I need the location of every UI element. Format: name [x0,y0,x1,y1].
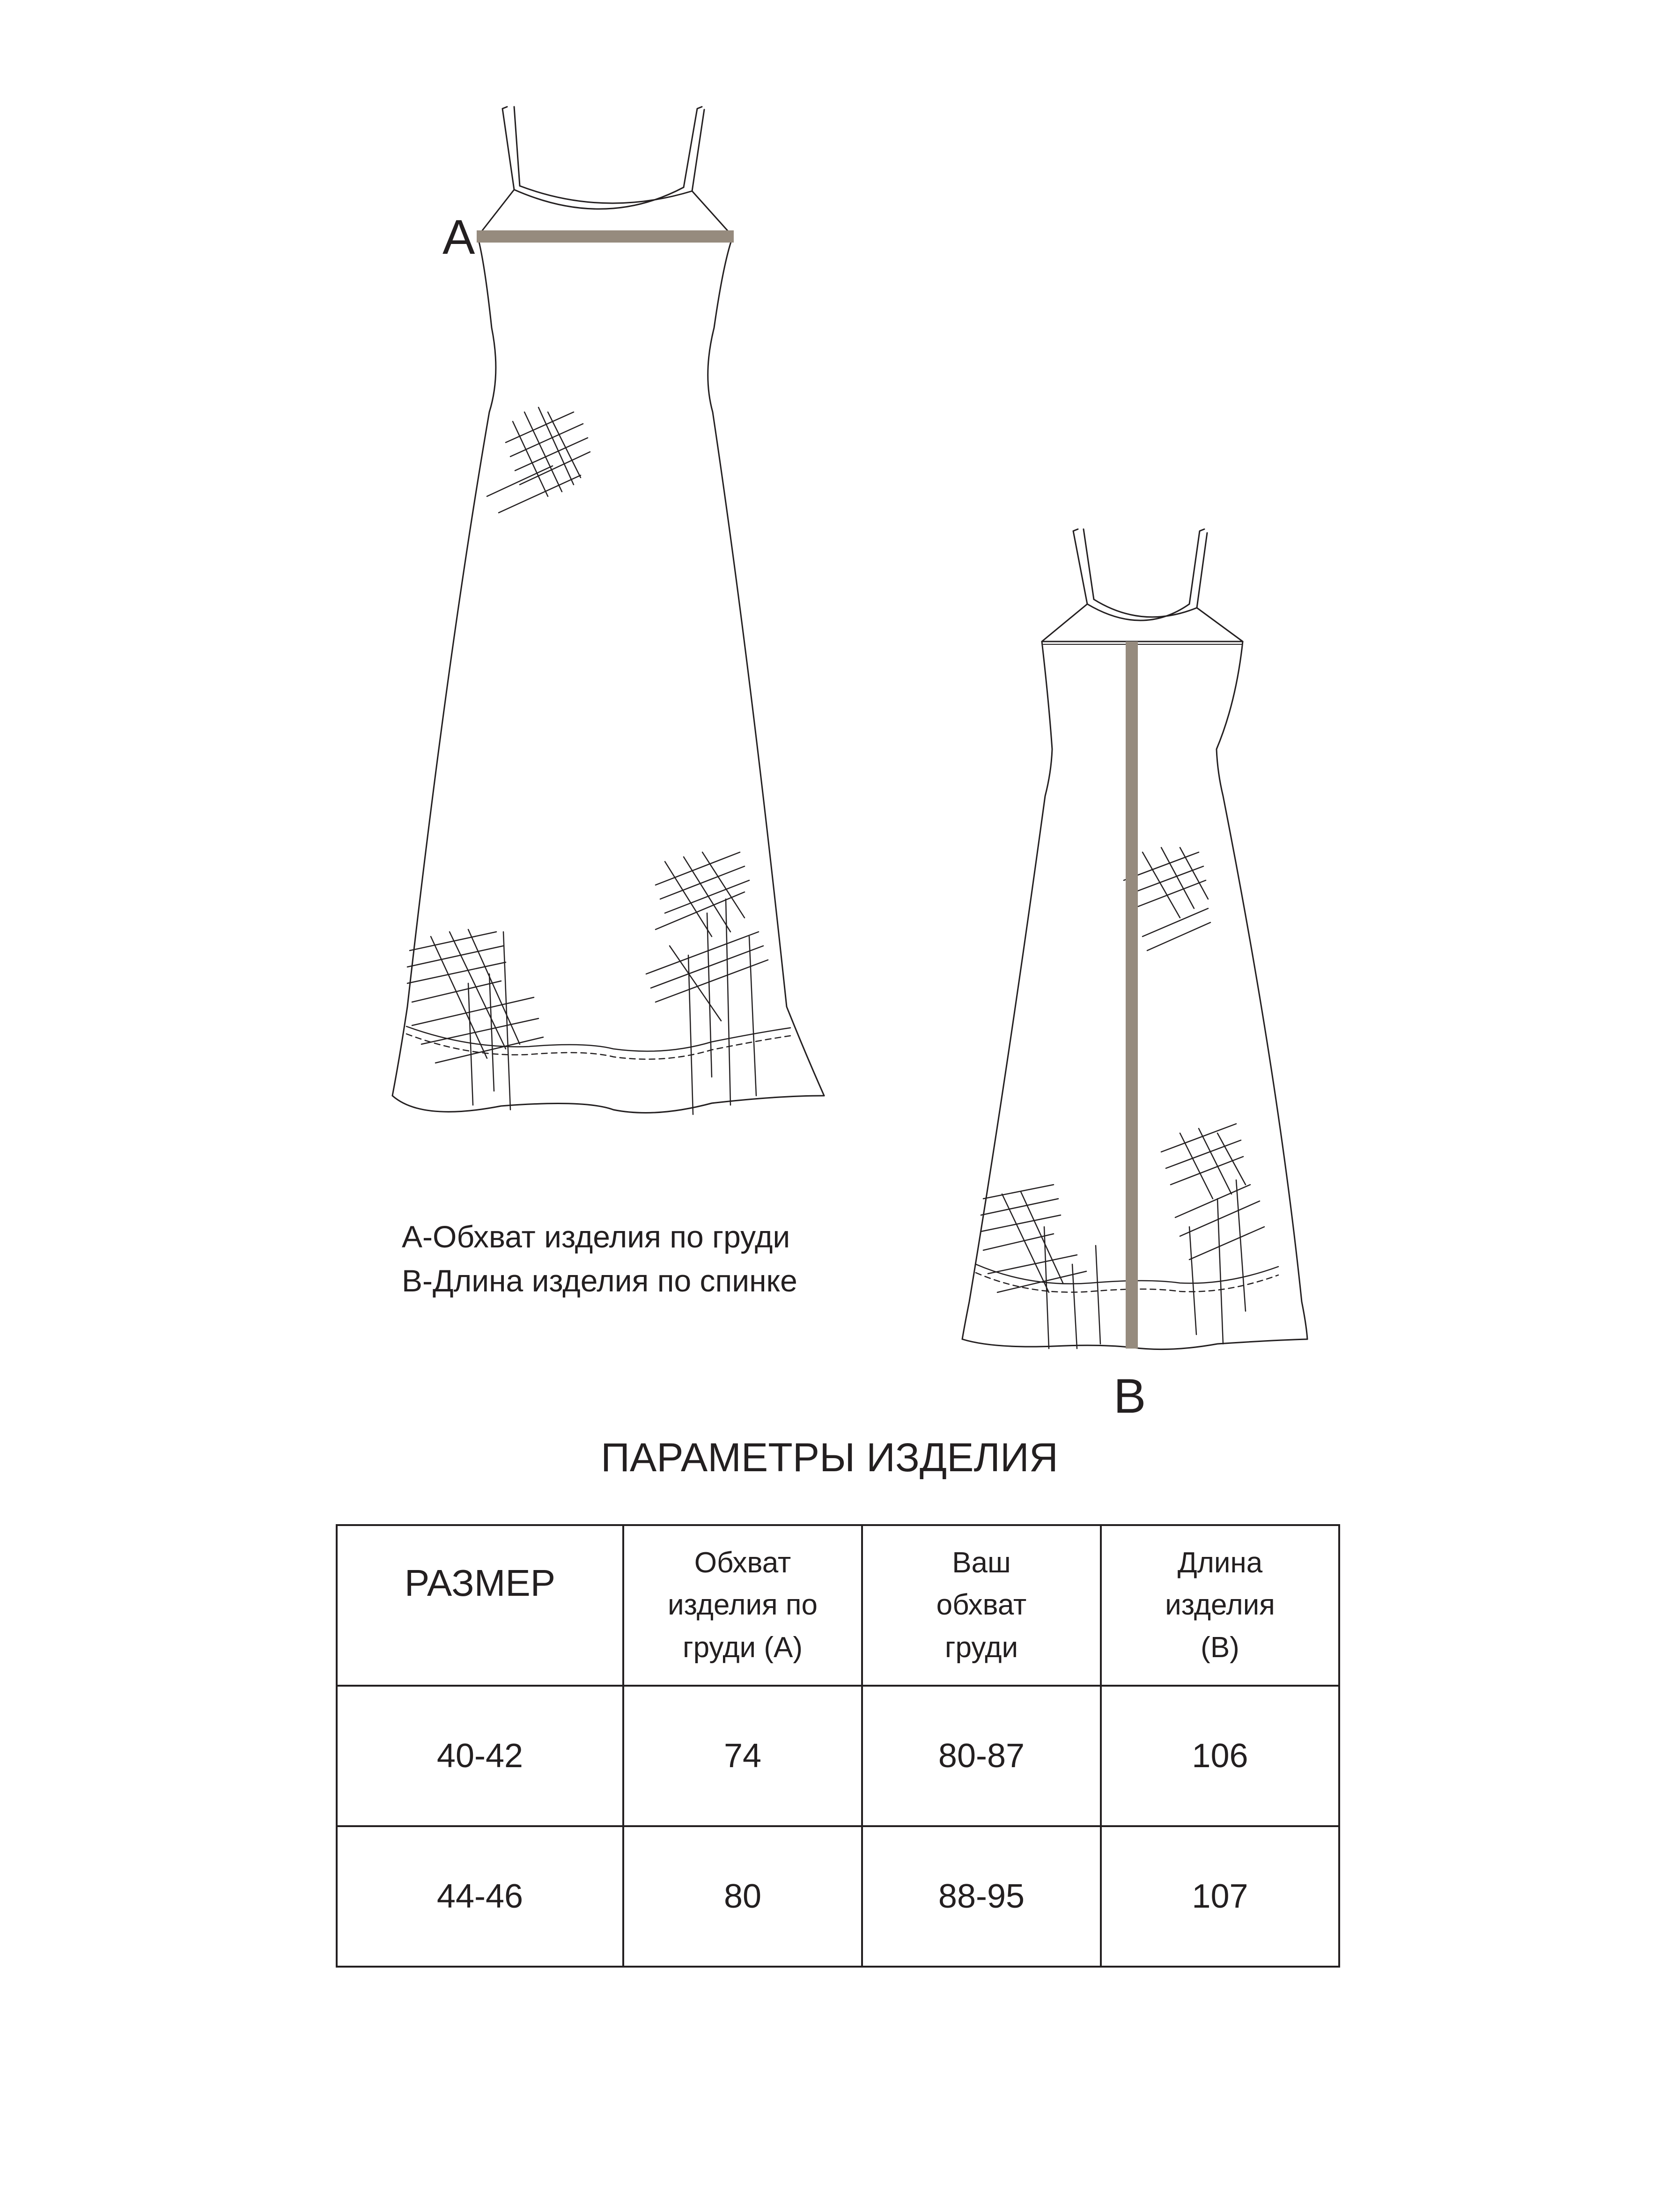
back-bodice-top [1042,604,1243,641]
header-bust-body-line: Ваш [952,1546,1011,1579]
cell-length: 106 [1101,1686,1339,1826]
front-hem-stitch [406,1026,790,1051]
cell-bust-body: 80-87 [862,1686,1101,1826]
cell-length: 107 [1101,1826,1339,1967]
header-bust-garment-line: Обхват [694,1546,791,1579]
cell-size: 40-42 [337,1686,623,1826]
header-length-line: Длина [1177,1546,1263,1579]
back-neckline [1087,599,1197,620]
front-neckline [514,186,692,209]
table-row [337,1826,1339,1967]
front-left-strap [502,107,520,190]
header-length-line: изделия [1165,1589,1275,1622]
legend-b: B-Длина изделия по спинке [402,1263,797,1298]
header-length-line: (В) [1201,1631,1239,1664]
front-bodice-top [478,190,733,236]
front-print-hem-left [407,929,543,1110]
header-bust-body [862,1525,1101,1686]
measure-a-label: A [442,210,475,265]
header-bust-body-line: обхват [936,1589,1027,1622]
header-bust-garment-line: изделия по [668,1589,818,1622]
size-table [336,1524,1340,1968]
cell-bust-garment: 74 [623,1686,862,1826]
back-right-side [1217,641,1307,1339]
legend-a: A-Обхват изделия по груди [402,1219,790,1254]
front-right-strap [684,107,704,191]
header-bust-garment [623,1525,862,1686]
front-hem [392,1096,824,1113]
header-size: РАЗМЕР [337,1525,623,1686]
table-header-row [337,1525,1339,1686]
front-print-chest [487,407,590,513]
back-left-side [962,641,1052,1339]
back-print-hem-right [1161,1124,1264,1344]
header-length [1101,1525,1339,1686]
front-print-hem-right [646,852,768,1114]
back-print-hem-left [981,1185,1100,1349]
back-right-strap [1189,529,1207,608]
header-bust-garment-line: груди (А) [682,1631,803,1664]
front-right-side [708,236,824,1096]
header-bust-body-line: груди [944,1631,1018,1664]
cell-bust-garment: 80 [623,1826,862,1967]
back-left-strap [1073,529,1094,604]
measure-b-label: B [1113,1369,1146,1423]
table-title: ПАРАМЕТРЫ ИЗДЕЛИЯ [601,1435,1058,1480]
cell-bust-body: 88-95 [862,1826,1101,1967]
table-row [337,1686,1339,1826]
cell-size: 44-46 [337,1826,623,1967]
